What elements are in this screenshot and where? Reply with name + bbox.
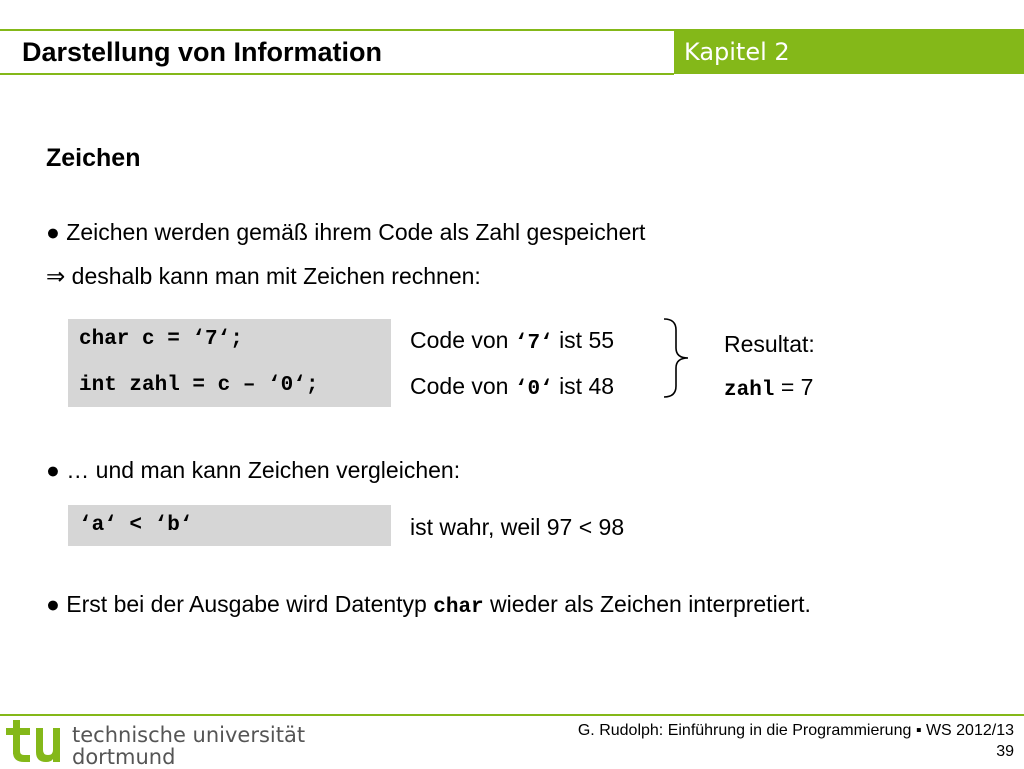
tu-logo-icon — [4, 718, 64, 766]
explanation-prefix: Code von — [410, 327, 509, 353]
footer-citation: G. Rudolph: Einführung in die Programmierung ▪ WS 2012/13 — [577, 722, 1014, 739]
bullet-marker: ● — [46, 591, 60, 617]
chapter-badge — [674, 29, 1024, 74]
explanation-code-7 — [410, 326, 614, 358]
code-line-compare: ‘a‘ < ‘b‘ — [79, 514, 193, 537]
university-name-line1: technische universität — [72, 723, 306, 747]
header-bottom-rule — [0, 73, 674, 75]
bullet-marker: ● — [46, 457, 60, 483]
bullet-1-text: Zeichen werden gemäß ihrem Code als Zahl gespeichert — [66, 219, 646, 245]
explanation-code-0 — [410, 372, 614, 404]
implication-text: deshalb kann man mit Zeichen rechnen: — [71, 263, 481, 289]
implies-arrow-icon: ⇒ — [46, 263, 66, 289]
page-number: 39 — [996, 743, 1014, 760]
footer-rule — [0, 714, 1024, 716]
bullet-marker: ● — [46, 219, 60, 245]
bullet-2-text: … und man kann Zeichen vergleichen: — [66, 457, 461, 483]
explanation-char: ‘0‘ — [514, 378, 553, 401]
chapter-label: Kapitel 2 — [684, 38, 790, 66]
result-variable: zahl — [724, 379, 775, 402]
section-heading: Zeichen — [46, 144, 141, 172]
code-line-char-assign: char c = ‘7‘; — [79, 328, 243, 351]
explanation-prefix: Code von — [410, 373, 509, 399]
header-top-rule — [0, 29, 674, 31]
bullet-1 — [46, 218, 645, 246]
bullet-3-text-before: Erst bei der Ausgabe wird Datentyp — [66, 591, 427, 617]
curly-brace-icon — [660, 316, 692, 400]
explanation-suffix: ist 55 — [559, 327, 615, 353]
code-line-int-assign: int zahl = c – ‘0‘; — [79, 374, 319, 397]
bullet-3-code: char — [433, 596, 484, 619]
slide-title: Darstellung von Information — [22, 37, 383, 67]
implication-line — [46, 262, 481, 290]
bullet-2 — [46, 456, 460, 484]
result-label: Resultat: — [724, 331, 815, 357]
result-value — [724, 373, 813, 405]
explanation-suffix: ist 48 — [559, 373, 615, 399]
explanation-char: ‘7‘ — [514, 332, 553, 355]
result-equals: = 7 — [780, 374, 814, 400]
bullet-3-text-after: wieder als Zeichen interpretiert. — [490, 591, 811, 617]
university-name-line2: dortmund — [72, 745, 176, 769]
comparison-note: ist wahr, weil 97 < 98 — [410, 514, 625, 540]
bullet-3 — [46, 590, 811, 622]
